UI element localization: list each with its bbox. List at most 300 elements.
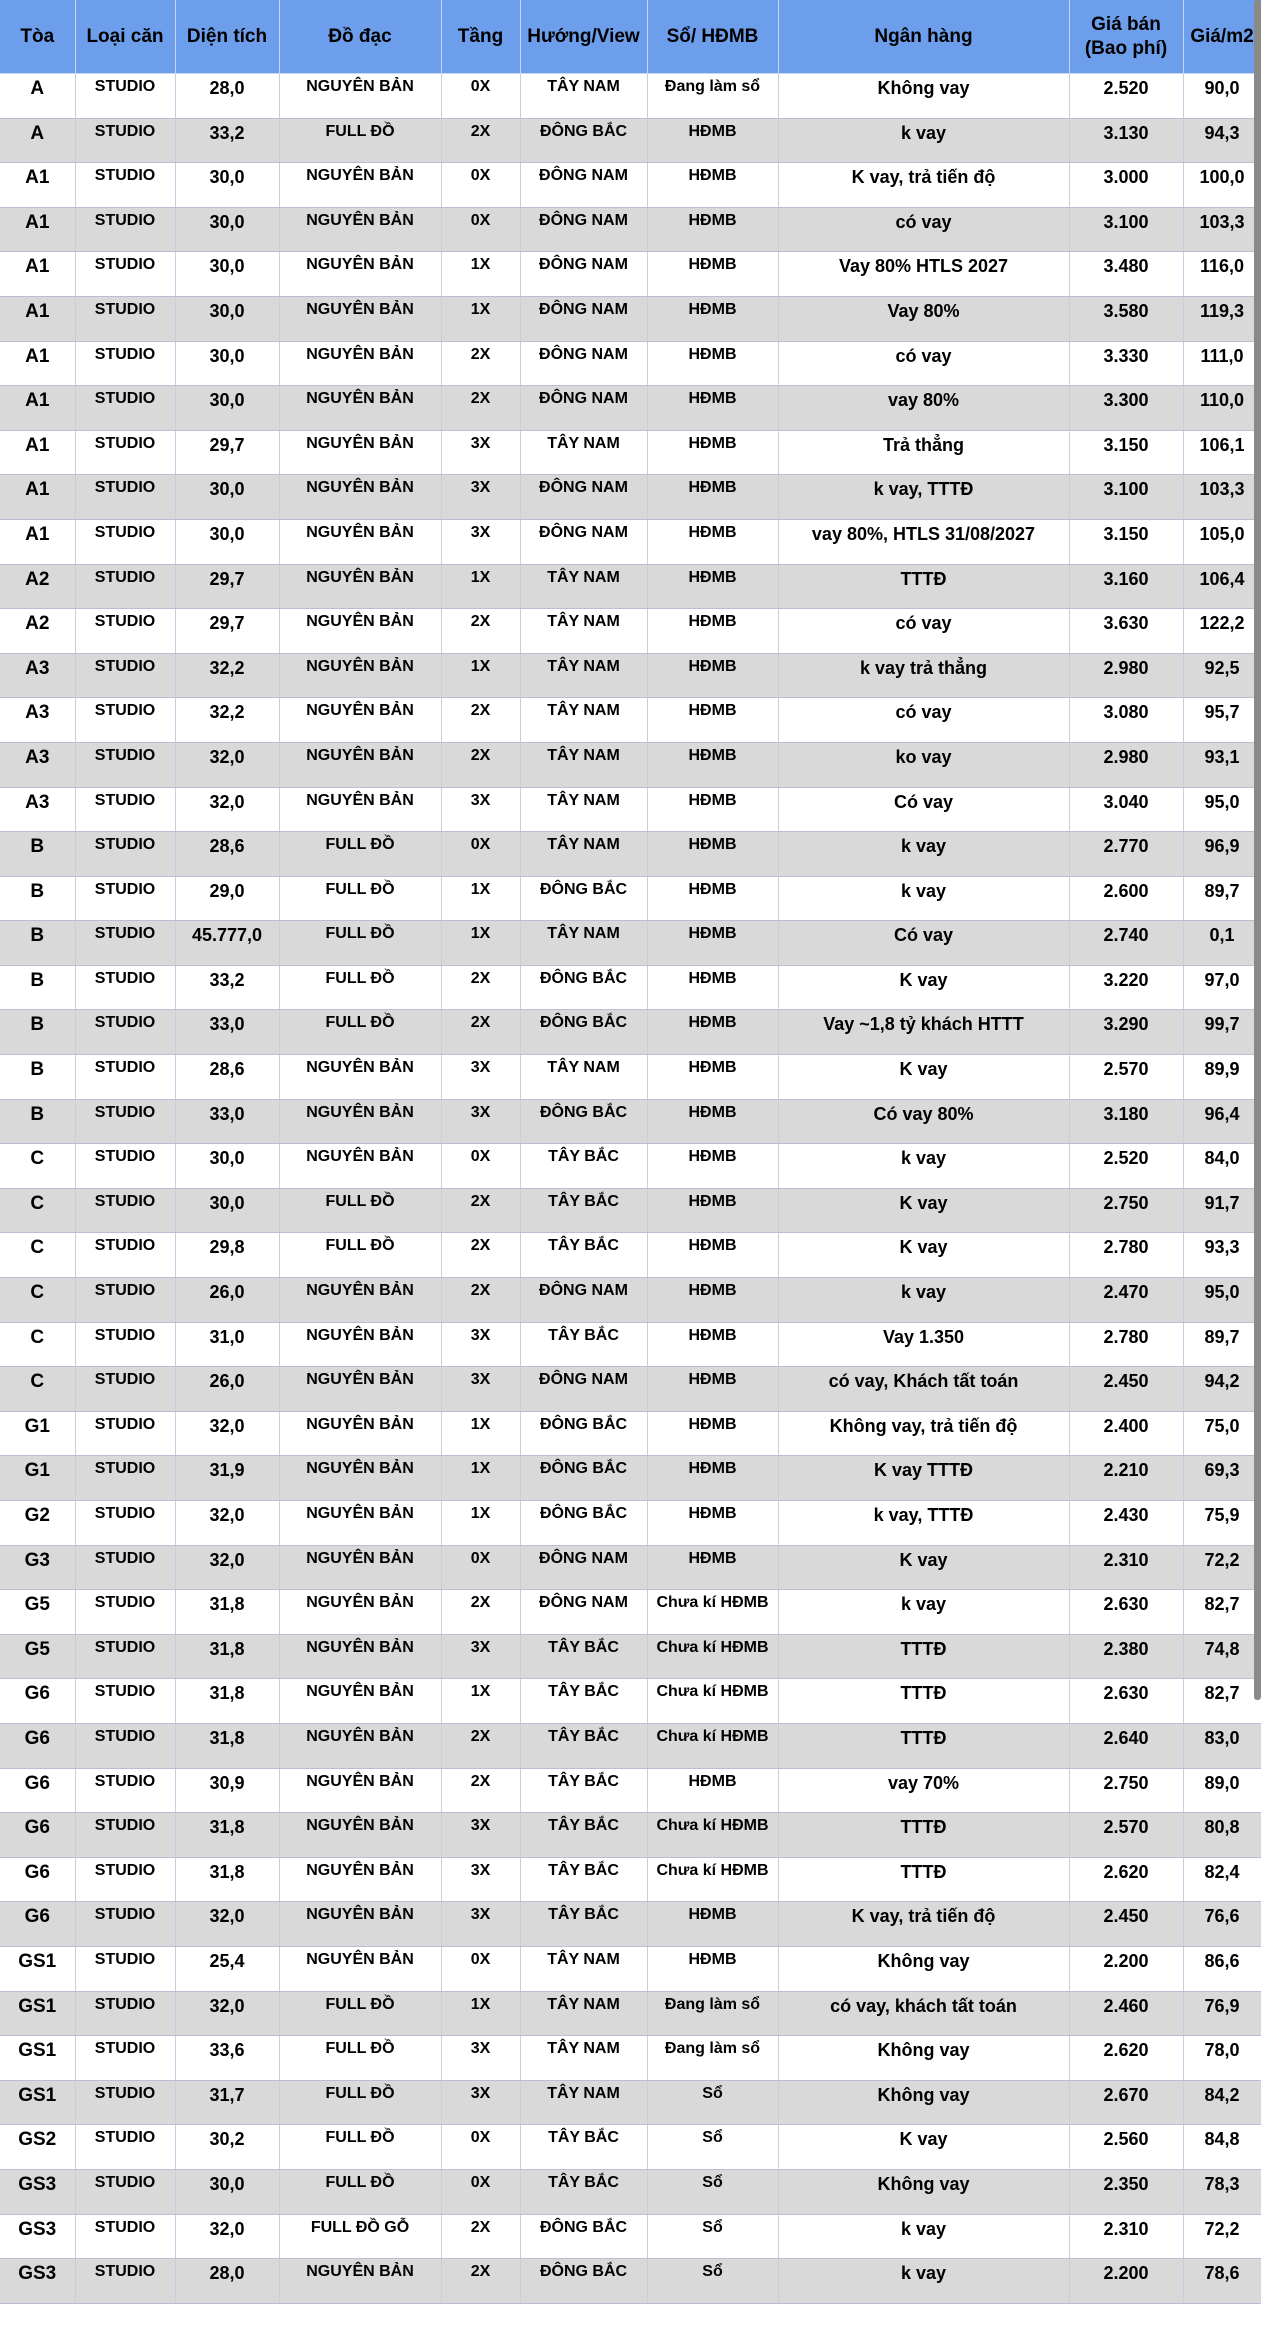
cell-dien-tich[interactable]: 31,0 [175, 1322, 279, 1367]
cell-loai-can[interactable]: STUDIO [75, 1144, 175, 1189]
cell-loai-can[interactable]: STUDIO [75, 2036, 175, 2081]
cell-gia-ban[interactable]: 3.630 [1069, 609, 1183, 654]
cell-dien-tich[interactable]: 28,0 [175, 2259, 279, 2304]
cell-toa[interactable]: B [0, 1010, 75, 1055]
cell-tang[interactable]: 0X [441, 2169, 520, 2214]
cell-do-dac[interactable]: FULL ĐỒ [279, 2036, 441, 2081]
cell-do-dac[interactable]: FULL ĐỒ [279, 1991, 441, 2036]
cell-huong-view[interactable]: ĐÔNG NAM [520, 163, 647, 208]
cell-gia-m2[interactable]: 76,6 [1183, 1902, 1261, 1947]
cell-so-hdmb[interactable]: HĐMB [647, 1233, 778, 1278]
cell-gia-m2[interactable]: 94,2 [1183, 1367, 1261, 1412]
cell-loai-can[interactable]: STUDIO [75, 921, 175, 966]
cell-toa[interactable]: G6 [0, 1813, 75, 1858]
cell-gia-m2[interactable]: 86,6 [1183, 1946, 1261, 1991]
cell-tang[interactable]: 2X [441, 742, 520, 787]
cell-ngan-hang[interactable]: vay 70% [778, 1768, 1069, 1813]
cell-toa[interactable]: A3 [0, 742, 75, 787]
cell-gia-ban[interactable]: 2.310 [1069, 2214, 1183, 2259]
cell-ngan-hang[interactable]: K vay [778, 965, 1069, 1010]
cell-do-dac[interactable]: NGUYÊN BẢN [279, 1099, 441, 1144]
cell-gia-ban[interactable]: 3.580 [1069, 296, 1183, 341]
cell-tang[interactable]: 3X [441, 1634, 520, 1679]
cell-ngan-hang[interactable]: TTTĐ [778, 564, 1069, 609]
cell-so-hdmb[interactable]: HĐMB [647, 341, 778, 386]
cell-so-hdmb[interactable]: HĐMB [647, 1456, 778, 1501]
cell-dien-tich[interactable]: 30,0 [175, 386, 279, 431]
cell-gia-ban[interactable]: 3.330 [1069, 341, 1183, 386]
cell-tang[interactable]: 3X [441, 1322, 520, 1367]
cell-ngan-hang[interactable]: Vay 1.350 [778, 1322, 1069, 1367]
cell-huong-view[interactable]: TÂY NAM [520, 2036, 647, 2081]
cell-gia-m2[interactable]: 103,3 [1183, 207, 1261, 252]
cell-so-hdmb[interactable]: HĐMB [647, 564, 778, 609]
cell-so-hdmb[interactable]: HĐMB [647, 1411, 778, 1456]
cell-toa[interactable]: C [0, 1188, 75, 1233]
cell-gia-ban[interactable]: 2.520 [1069, 1144, 1183, 1189]
cell-gia-m2[interactable]: 72,2 [1183, 1545, 1261, 1590]
cell-huong-view[interactable]: TÂY BẮC [520, 1322, 647, 1367]
header-do-dac[interactable]: Đồ đạc [279, 0, 441, 74]
cell-loai-can[interactable]: STUDIO [75, 386, 175, 431]
cell-toa[interactable]: G6 [0, 1902, 75, 1947]
header-loai-can[interactable]: Loại căn [75, 0, 175, 74]
cell-ngan-hang[interactable]: K vay [778, 1233, 1069, 1278]
cell-gia-ban[interactable]: 3.290 [1069, 1010, 1183, 1055]
cell-loai-can[interactable]: STUDIO [75, 163, 175, 208]
cell-gia-m2[interactable]: 82,4 [1183, 1857, 1261, 1902]
cell-tang[interactable]: 2X [441, 2214, 520, 2259]
cell-tang[interactable]: 0X [441, 1946, 520, 1991]
cell-so-hdmb[interactable]: HĐMB [647, 609, 778, 654]
cell-gia-ban[interactable]: 2.450 [1069, 1902, 1183, 1947]
cell-loai-can[interactable]: STUDIO [75, 609, 175, 654]
cell-loai-can[interactable]: STUDIO [75, 252, 175, 297]
cell-so-hdmb[interactable]: HĐMB [647, 430, 778, 475]
cell-ngan-hang[interactable]: K vay [778, 2125, 1069, 2170]
cell-gia-m2[interactable]: 96,4 [1183, 1099, 1261, 1144]
cell-gia-ban[interactable]: 3.100 [1069, 207, 1183, 252]
cell-huong-view[interactable]: TÂY NAM [520, 698, 647, 743]
cell-gia-ban[interactable]: 3.180 [1069, 1099, 1183, 1144]
cell-huong-view[interactable]: ĐÔNG NAM [520, 1278, 647, 1323]
cell-ngan-hang[interactable]: Vay 80% [778, 296, 1069, 341]
cell-toa[interactable]: GS1 [0, 1991, 75, 2036]
cell-gia-ban[interactable]: 3.000 [1069, 163, 1183, 208]
cell-gia-m2[interactable]: 111,0 [1183, 341, 1261, 386]
cell-gia-m2[interactable]: 0,1 [1183, 921, 1261, 966]
cell-tang[interactable]: 3X [441, 430, 520, 475]
cell-toa[interactable]: G6 [0, 1768, 75, 1813]
cell-so-hdmb[interactable]: HĐMB [647, 698, 778, 743]
cell-huong-view[interactable]: ĐÔNG BẮC [520, 1411, 647, 1456]
cell-loai-can[interactable]: STUDIO [75, 2125, 175, 2170]
cell-do-dac[interactable]: FULL ĐỒ [279, 965, 441, 1010]
cell-do-dac[interactable]: NGUYÊN BẢN [279, 1813, 441, 1858]
cell-gia-m2[interactable]: 92,5 [1183, 653, 1261, 698]
cell-dien-tich[interactable]: 25,4 [175, 1946, 279, 1991]
cell-tang[interactable]: 1X [441, 1679, 520, 1724]
cell-loai-can[interactable]: STUDIO [75, 118, 175, 163]
cell-gia-m2[interactable]: 93,1 [1183, 742, 1261, 787]
cell-huong-view[interactable]: TÂY NAM [520, 742, 647, 787]
cell-loai-can[interactable]: STUDIO [75, 1456, 175, 1501]
cell-loai-can[interactable]: STUDIO [75, 653, 175, 698]
cell-dien-tich[interactable]: 31,7 [175, 2080, 279, 2125]
cell-so-hdmb[interactable]: HĐMB [647, 1144, 778, 1189]
cell-gia-m2[interactable]: 95,0 [1183, 787, 1261, 832]
cell-huong-view[interactable]: TÂY BẮC [520, 1144, 647, 1189]
cell-gia-ban[interactable]: 2.200 [1069, 2259, 1183, 2304]
cell-ngan-hang[interactable]: Không vay [778, 74, 1069, 119]
cell-gia-m2[interactable]: 96,9 [1183, 832, 1261, 877]
cell-do-dac[interactable]: NGUYÊN BẢN [279, 1590, 441, 1635]
cell-huong-view[interactable]: TÂY BẮC [520, 1768, 647, 1813]
cell-loai-can[interactable]: STUDIO [75, 341, 175, 386]
cell-loai-can[interactable]: STUDIO [75, 1367, 175, 1412]
cell-do-dac[interactable]: NGUYÊN BẢN [279, 698, 441, 743]
cell-gia-ban[interactable]: 2.640 [1069, 1723, 1183, 1768]
cell-loai-can[interactable]: STUDIO [75, 2080, 175, 2125]
cell-ngan-hang[interactable]: Không vay, trả tiến độ [778, 1411, 1069, 1456]
cell-dien-tich[interactable]: 32,0 [175, 1902, 279, 1947]
cell-so-hdmb[interactable]: Đang làm sổ [647, 1991, 778, 2036]
cell-ngan-hang[interactable]: có vay, khách tất toán [778, 1991, 1069, 2036]
cell-do-dac[interactable]: NGUYÊN BẢN [279, 742, 441, 787]
cell-huong-view[interactable]: ĐÔNG NAM [520, 1367, 647, 1412]
cell-loai-can[interactable]: STUDIO [75, 1768, 175, 1813]
cell-gia-m2[interactable]: 99,7 [1183, 1010, 1261, 1055]
header-toa[interactable]: Tòa [0, 0, 75, 74]
cell-do-dac[interactable]: NGUYÊN BẢN [279, 653, 441, 698]
cell-dien-tich[interactable]: 33,2 [175, 118, 279, 163]
cell-loai-can[interactable]: STUDIO [75, 296, 175, 341]
cell-so-hdmb[interactable]: HĐMB [647, 876, 778, 921]
cell-ngan-hang[interactable]: K vay [778, 1545, 1069, 1590]
cell-dien-tich[interactable]: 29,7 [175, 564, 279, 609]
cell-huong-view[interactable]: ĐÔNG NAM [520, 207, 647, 252]
cell-tang[interactable]: 0X [441, 1144, 520, 1189]
cell-huong-view[interactable]: ĐÔNG BẮC [520, 1099, 647, 1144]
cell-do-dac[interactable]: NGUYÊN BẢN [279, 74, 441, 119]
cell-gia-m2[interactable]: 75,9 [1183, 1501, 1261, 1546]
cell-ngan-hang[interactable]: Có vay [778, 921, 1069, 966]
cell-tang[interactable]: 3X [441, 1813, 520, 1858]
cell-ngan-hang[interactable]: Không vay [778, 2080, 1069, 2125]
cell-do-dac[interactable]: FULL ĐỒ [279, 832, 441, 877]
cell-tang[interactable]: 2X [441, 1768, 520, 1813]
cell-gia-m2[interactable]: 78,3 [1183, 2169, 1261, 2214]
cell-loai-can[interactable]: STUDIO [75, 698, 175, 743]
cell-gia-m2[interactable]: 78,0 [1183, 2036, 1261, 2081]
cell-do-dac[interactable]: NGUYÊN BẢN [279, 1902, 441, 1947]
cell-ngan-hang[interactable]: k vay [778, 2259, 1069, 2304]
cell-ngan-hang[interactable]: Vay 80% HTLS 2027 [778, 252, 1069, 297]
cell-gia-ban[interactable]: 2.460 [1069, 1991, 1183, 2036]
cell-toa[interactable]: G1 [0, 1456, 75, 1501]
cell-ngan-hang[interactable]: TTTĐ [778, 1723, 1069, 1768]
cell-gia-ban[interactable]: 2.980 [1069, 742, 1183, 787]
cell-tang[interactable]: 3X [441, 519, 520, 564]
cell-tang[interactable]: 1X [441, 252, 520, 297]
header-gia-ban[interactable]: Giá bán (Bao phí) [1069, 0, 1183, 74]
cell-dien-tich[interactable]: 32,0 [175, 2214, 279, 2259]
header-so-hdmb[interactable]: Sổ/ HĐMB [647, 0, 778, 74]
cell-so-hdmb[interactable]: Sổ [647, 2080, 778, 2125]
cell-ngan-hang[interactable]: Không vay [778, 2036, 1069, 2081]
cell-so-hdmb[interactable]: HĐMB [647, 1188, 778, 1233]
cell-toa[interactable]: GS2 [0, 2125, 75, 2170]
cell-toa[interactable]: C [0, 1144, 75, 1189]
cell-loai-can[interactable]: STUDIO [75, 1902, 175, 1947]
cell-gia-m2[interactable]: 94,3 [1183, 118, 1261, 163]
cell-do-dac[interactable]: NGUYÊN BẢN [279, 163, 441, 208]
cell-gia-m2[interactable]: 106,4 [1183, 564, 1261, 609]
cell-dien-tich[interactable]: 31,8 [175, 1590, 279, 1635]
cell-gia-ban[interactable]: 3.130 [1069, 118, 1183, 163]
cell-ngan-hang[interactable]: k vay [778, 876, 1069, 921]
cell-do-dac[interactable]: FULL ĐỒ [279, 1010, 441, 1055]
cell-toa[interactable]: C [0, 1367, 75, 1412]
cell-toa[interactable]: A [0, 118, 75, 163]
cell-loai-can[interactable]: STUDIO [75, 876, 175, 921]
cell-dien-tich[interactable]: 29,7 [175, 430, 279, 475]
cell-loai-can[interactable]: STUDIO [75, 1411, 175, 1456]
cell-do-dac[interactable]: NGUYÊN BẢN [279, 1723, 441, 1768]
cell-ngan-hang[interactable]: k vay [778, 832, 1069, 877]
cell-dien-tich[interactable]: 31,8 [175, 1723, 279, 1768]
cell-gia-ban[interactable]: 3.160 [1069, 564, 1183, 609]
cell-huong-view[interactable]: TÂY NAM [520, 609, 647, 654]
cell-dien-tich[interactable]: 30,0 [175, 1144, 279, 1189]
cell-dien-tich[interactable]: 28,6 [175, 832, 279, 877]
cell-gia-ban[interactable]: 3.100 [1069, 475, 1183, 520]
cell-ngan-hang[interactable]: TTTĐ [778, 1813, 1069, 1858]
cell-tang[interactable]: 1X [441, 1456, 520, 1501]
cell-toa[interactable]: G6 [0, 1723, 75, 1768]
cell-gia-m2[interactable]: 89,9 [1183, 1055, 1261, 1100]
cell-so-hdmb[interactable]: HĐMB [647, 1099, 778, 1144]
cell-loai-can[interactable]: STUDIO [75, 1233, 175, 1278]
cell-dien-tich[interactable]: 31,8 [175, 1679, 279, 1724]
cell-do-dac[interactable]: NGUYÊN BẢN [279, 1857, 441, 1902]
cell-huong-view[interactable]: TÂY NAM [520, 1946, 647, 1991]
cell-toa[interactable]: B [0, 876, 75, 921]
cell-huong-view[interactable]: TÂY BẮC [520, 1233, 647, 1278]
cell-huong-view[interactable]: TÂY NAM [520, 2080, 647, 2125]
cell-tang[interactable]: 1X [441, 653, 520, 698]
cell-ngan-hang[interactable]: k vay, TTTĐ [778, 475, 1069, 520]
cell-loai-can[interactable]: STUDIO [75, 965, 175, 1010]
cell-do-dac[interactable]: NGUYÊN BẢN [279, 1055, 441, 1100]
cell-do-dac[interactable]: NGUYÊN BẢN [279, 787, 441, 832]
cell-gia-ban[interactable]: 2.670 [1069, 2080, 1183, 2125]
cell-gia-m2[interactable]: 82,7 [1183, 1590, 1261, 1635]
cell-dien-tich[interactable]: 30,0 [175, 252, 279, 297]
cell-loai-can[interactable]: STUDIO [75, 1545, 175, 1590]
cell-gia-m2[interactable]: 122,2 [1183, 609, 1261, 654]
cell-so-hdmb[interactable]: HĐMB [647, 386, 778, 431]
cell-do-dac[interactable]: NGUYÊN BẢN [279, 430, 441, 475]
cell-do-dac[interactable]: NGUYÊN BẢN [279, 1768, 441, 1813]
cell-huong-view[interactable]: ĐÔNG NAM [520, 341, 647, 386]
cell-so-hdmb[interactable]: Chưa kí HĐMB [647, 1590, 778, 1635]
cell-do-dac[interactable]: FULL ĐỒ [279, 2169, 441, 2214]
cell-so-hdmb[interactable]: HĐMB [647, 653, 778, 698]
cell-toa[interactable]: A1 [0, 386, 75, 431]
cell-gia-ban[interactable]: 2.600 [1069, 876, 1183, 921]
cell-toa[interactable]: A1 [0, 430, 75, 475]
cell-toa[interactable]: G5 [0, 1634, 75, 1679]
cell-do-dac[interactable]: FULL ĐỒ [279, 2080, 441, 2125]
cell-do-dac[interactable]: NGUYÊN BẢN [279, 609, 441, 654]
cell-do-dac[interactable]: FULL ĐỒ [279, 876, 441, 921]
cell-huong-view[interactable]: TÂY NAM [520, 653, 647, 698]
cell-loai-can[interactable]: STUDIO [75, 430, 175, 475]
cell-ngan-hang[interactable]: K vay [778, 1188, 1069, 1233]
cell-tang[interactable]: 2X [441, 386, 520, 431]
header-tang[interactable]: Tầng [441, 0, 520, 74]
cell-gia-ban[interactable]: 3.300 [1069, 386, 1183, 431]
cell-tang[interactable]: 1X [441, 1501, 520, 1546]
cell-gia-ban[interactable]: 2.200 [1069, 1946, 1183, 1991]
cell-so-hdmb[interactable]: Chưa kí HĐMB [647, 1857, 778, 1902]
cell-huong-view[interactable]: TÂY BẮC [520, 1902, 647, 1947]
cell-so-hdmb[interactable]: HĐMB [647, 118, 778, 163]
cell-loai-can[interactable]: STUDIO [75, 1590, 175, 1635]
cell-ngan-hang[interactable]: có vay [778, 341, 1069, 386]
cell-toa[interactable]: B [0, 832, 75, 877]
cell-dien-tich[interactable]: 31,9 [175, 1456, 279, 1501]
cell-ngan-hang[interactable]: k vay [778, 118, 1069, 163]
cell-huong-view[interactable]: ĐÔNG NAM [520, 296, 647, 341]
cell-dien-tich[interactable]: 28,0 [175, 74, 279, 119]
cell-ngan-hang[interactable]: Không vay [778, 1946, 1069, 1991]
cell-huong-view[interactable]: TÂY NAM [520, 430, 647, 475]
cell-so-hdmb[interactable]: HĐMB [647, 921, 778, 966]
cell-huong-view[interactable]: TÂY NAM [520, 1991, 647, 2036]
cell-gia-ban[interactable]: 2.520 [1069, 74, 1183, 119]
cell-ngan-hang[interactable]: K vay [778, 1055, 1069, 1100]
cell-so-hdmb[interactable]: HĐMB [647, 475, 778, 520]
cell-loai-can[interactable]: STUDIO [75, 1991, 175, 2036]
cell-huong-view[interactable]: ĐÔNG BẮC [520, 965, 647, 1010]
cell-gia-m2[interactable]: 89,7 [1183, 876, 1261, 921]
cell-gia-ban[interactable]: 2.780 [1069, 1233, 1183, 1278]
cell-dien-tich[interactable]: 30,0 [175, 163, 279, 208]
cell-toa[interactable]: A1 [0, 207, 75, 252]
cell-loai-can[interactable]: STUDIO [75, 2214, 175, 2259]
cell-gia-m2[interactable]: 75,0 [1183, 1411, 1261, 1456]
cell-dien-tich[interactable]: 33,2 [175, 965, 279, 1010]
cell-toa[interactable]: GS1 [0, 2080, 75, 2125]
cell-do-dac[interactable]: NGUYÊN BẢN [279, 341, 441, 386]
cell-gia-m2[interactable]: 105,0 [1183, 519, 1261, 564]
cell-ngan-hang[interactable]: k vay trả thẳng [778, 653, 1069, 698]
cell-ngan-hang[interactable]: Không vay [778, 2169, 1069, 2214]
cell-loai-can[interactable]: STUDIO [75, 1946, 175, 1991]
cell-dien-tich[interactable]: 30,0 [175, 519, 279, 564]
cell-toa[interactable]: C [0, 1322, 75, 1367]
cell-ngan-hang[interactable]: TTTĐ [778, 1857, 1069, 1902]
cell-gia-ban[interactable]: 2.430 [1069, 1501, 1183, 1546]
cell-do-dac[interactable]: NGUYÊN BẢN [279, 1946, 441, 1991]
cell-do-dac[interactable]: NGUYÊN BẢN [279, 1322, 441, 1367]
cell-huong-view[interactable]: TÂY BẮC [520, 1188, 647, 1233]
cell-do-dac[interactable]: NGUYÊN BẢN [279, 1456, 441, 1501]
cell-loai-can[interactable]: STUDIO [75, 475, 175, 520]
cell-ngan-hang[interactable]: k vay, TTTĐ [778, 1501, 1069, 1546]
cell-so-hdmb[interactable]: Đang làm sổ [647, 2036, 778, 2081]
cell-huong-view[interactable]: ĐÔNG BẮC [520, 2214, 647, 2259]
cell-gia-ban[interactable]: 2.400 [1069, 1411, 1183, 1456]
cell-huong-view[interactable]: ĐÔNG BẮC [520, 1010, 647, 1055]
cell-tang[interactable]: 2X [441, 1010, 520, 1055]
cell-do-dac[interactable]: NGUYÊN BẢN [279, 1545, 441, 1590]
cell-toa[interactable]: C [0, 1233, 75, 1278]
cell-dien-tich[interactable]: 30,0 [175, 475, 279, 520]
cell-gia-m2[interactable]: 84,2 [1183, 2080, 1261, 2125]
cell-loai-can[interactable]: STUDIO [75, 2259, 175, 2304]
cell-loai-can[interactable]: STUDIO [75, 1723, 175, 1768]
cell-so-hdmb[interactable]: HĐMB [647, 965, 778, 1010]
cell-huong-view[interactable]: TÂY BẮC [520, 1634, 647, 1679]
cell-gia-m2[interactable]: 84,0 [1183, 1144, 1261, 1189]
cell-loai-can[interactable]: STUDIO [75, 519, 175, 564]
cell-so-hdmb[interactable]: HĐMB [647, 1322, 778, 1367]
cell-gia-m2[interactable]: 103,3 [1183, 475, 1261, 520]
cell-huong-view[interactable]: TÂY BẮC [520, 2169, 647, 2214]
cell-tang[interactable]: 0X [441, 1545, 520, 1590]
cell-dien-tich[interactable]: 32,2 [175, 698, 279, 743]
cell-tang[interactable]: 1X [441, 876, 520, 921]
cell-huong-view[interactable]: TÂY NAM [520, 921, 647, 966]
cell-tang[interactable]: 3X [441, 1055, 520, 1100]
cell-tang[interactable]: 1X [441, 564, 520, 609]
cell-huong-view[interactable]: TÂY NAM [520, 832, 647, 877]
cell-tang[interactable]: 2X [441, 609, 520, 654]
cell-ngan-hang[interactable]: K vay, trả tiến độ [778, 163, 1069, 208]
cell-tang[interactable]: 1X [441, 296, 520, 341]
cell-tang[interactable]: 2X [441, 118, 520, 163]
cell-do-dac[interactable]: NGUYÊN BẢN [279, 1411, 441, 1456]
cell-gia-ban[interactable]: 2.980 [1069, 653, 1183, 698]
cell-toa[interactable]: G1 [0, 1411, 75, 1456]
cell-toa[interactable]: A3 [0, 787, 75, 832]
cell-tang[interactable]: 3X [441, 1902, 520, 1947]
cell-dien-tich[interactable]: 31,8 [175, 1857, 279, 1902]
cell-so-hdmb[interactable]: HĐMB [647, 1545, 778, 1590]
cell-huong-view[interactable]: ĐÔNG NAM [520, 252, 647, 297]
cell-ngan-hang[interactable]: có vay [778, 698, 1069, 743]
cell-gia-m2[interactable]: 89,7 [1183, 1322, 1261, 1367]
cell-gia-m2[interactable]: 76,9 [1183, 1991, 1261, 2036]
cell-loai-can[interactable]: STUDIO [75, 1679, 175, 1724]
cell-toa[interactable]: A1 [0, 475, 75, 520]
cell-gia-ban[interactable]: 2.740 [1069, 921, 1183, 966]
cell-gia-ban[interactable]: 2.210 [1069, 1456, 1183, 1501]
cell-toa[interactable]: A [0, 74, 75, 119]
cell-so-hdmb[interactable]: Sổ [647, 2125, 778, 2170]
cell-tang[interactable]: 3X [441, 787, 520, 832]
cell-toa[interactable]: C [0, 1278, 75, 1323]
cell-gia-m2[interactable]: 110,0 [1183, 386, 1261, 431]
cell-ngan-hang[interactable]: TTTĐ [778, 1634, 1069, 1679]
cell-ngan-hang[interactable]: vay 80%, HTLS 31/08/2027 [778, 519, 1069, 564]
cell-do-dac[interactable]: NGUYÊN BẢN [279, 386, 441, 431]
cell-tang[interactable]: 2X [441, 1590, 520, 1635]
cell-ngan-hang[interactable]: ko vay [778, 742, 1069, 787]
